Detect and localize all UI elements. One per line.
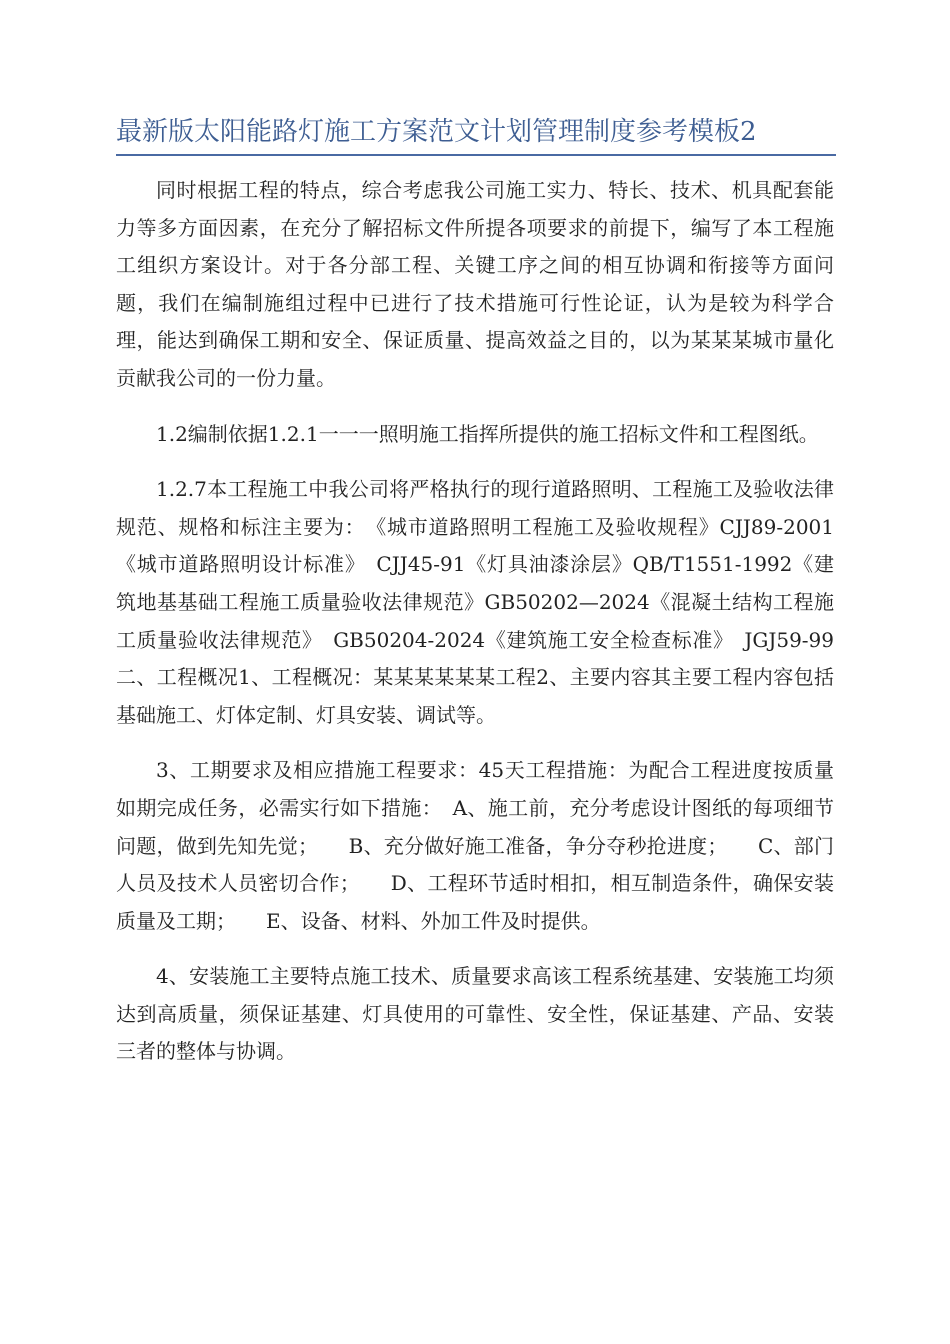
title-underline (116, 154, 836, 156)
paragraph-standards: 1.2.7本工程施工中我公司将严格执行的现行道路照明、工程施工及验收法律规范、规格和标注主要为： 《城市道路照明工程施工及验收规程》CJJ89-2001《城市道路照明设计标准》 CJJ45-91《灯具油漆涂层》QB/T1551-1992《建筑地基基础工程施工质量验收法律规范》GB50202—2024《混凝土结构工程施工质量验收法律规范》 GB50204-2024《建筑施工安全检查标准》 JGJ59-99二、工程概况1、工程概况：某某某某某某工程2、主要内容其主要工程内容包括基础施工、灯体定制、灯具安装、调试等。 (116, 477, 834, 727)
document-body (116, 172, 834, 1089)
document-title: 最新版太阳能路灯施工方案范文计划管理制度参考模板2 (116, 117, 757, 147)
paragraph-intro: 同时根据工程的特点，综合考虑我公司施工实力、特长、技术、机具配套能力等多方面因素，在充分了解招标文件所提各项要求的前提下，编写了本工程施工组织方案设计。对于各分部工程、关键工序之间的相互协调和衔接等方面问题，我们在编制施组过程中已进行了技术措施可行性论证，认为是较为科学合理，能达到确保工期和安全、保证质量、提高效益之目的，以为某某某城市量化贡献我公司的一份力量。 (116, 178, 834, 390)
paragraph-schedule: 3、工期要求及相应措施工程要求：45天工程措施：为配合工程进度按质量如期完成任务，必需实行如下措施： A、施工前，充分考虑设计图纸的每项细节问题，做到先知先觉； B、充分做好施工准备，争分夺秒抢进度； C、部门人员及技术人员密切合作； D、工程环节适时相扣，相互制造条件，确保安装质量及工期； E、设备、材料、外加工件及时提供。 (116, 758, 834, 933)
paragraph-features: 4、安装施工主要特点施工技术、质量要求高该工程系统基建、安装施工均须达到高质量，须保证基建、灯具使用的可靠性、安全性，保证基建、产品、安装三者的整体与协调。 (116, 964, 834, 1064)
paragraph-basis: 1.2编制依据1.2.1一一一照明施工指挥所提供的施工招标文件和工程图纸。 (156, 421, 819, 446)
